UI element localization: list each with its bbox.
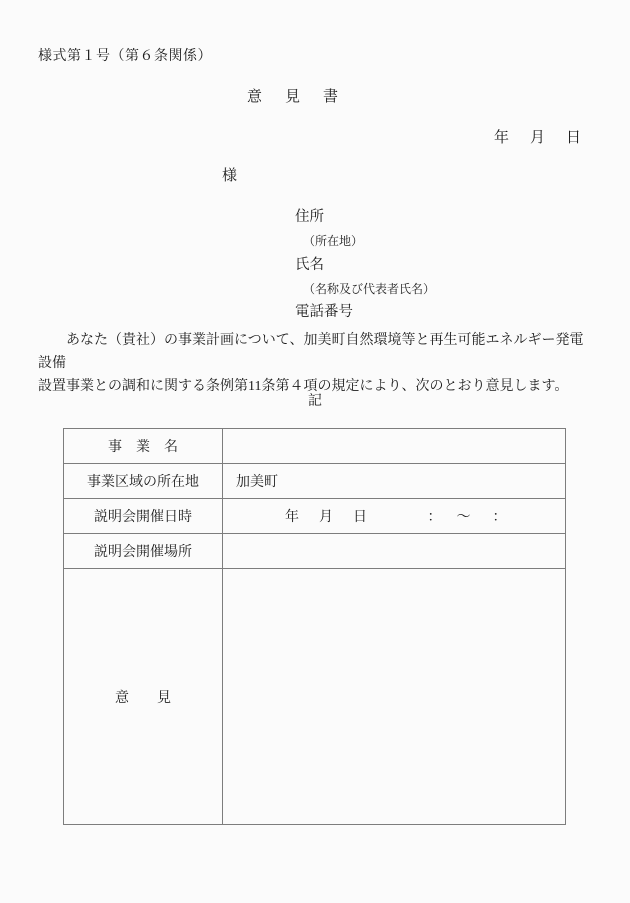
row-value — [223, 429, 566, 464]
address-label: 住所 — [295, 209, 324, 225]
body-paragraph — [38, 329, 594, 398]
table-row-briefing-place — [64, 534, 566, 569]
phone-label: 電話番号 — [295, 304, 353, 320]
table-row-briefing-datetime — [64, 499, 566, 534]
addressee-honorific: 様 — [222, 168, 238, 184]
address-note: （所在地） — [303, 234, 364, 248]
opinion-table — [63, 428, 566, 825]
row-label: 事 業 名 — [64, 429, 223, 464]
body-paragraph-line-2: 設置事業との調和に関する条例第11条第４項の規定により、次のとおり意見します。 — [38, 379, 569, 394]
row-label: 説明会開催場所 — [64, 534, 223, 569]
section-marker: 記 — [308, 394, 322, 409]
body-paragraph-line-1: あなた（貴社）の事業計画について、加美町自然環境等と再生可能エネルギー発電設備 — [38, 333, 584, 371]
document-title: 意 見 書 — [247, 89, 343, 105]
name-label: 氏名 — [295, 257, 324, 273]
date-line: 年 月 日 — [494, 130, 585, 146]
name-note: （名称及び代表者氏名） — [303, 282, 436, 296]
table-row-opinion — [64, 569, 566, 825]
date-part: 年 月 日 — [285, 510, 370, 525]
time-part: ： 〜 ： — [427, 510, 511, 525]
row-label: 事業区域の所在地 — [64, 464, 223, 499]
table-row-project-location — [64, 464, 566, 499]
row-label: 説明会開催日時 — [64, 499, 223, 534]
table-row-project-name — [64, 429, 566, 464]
row-value — [223, 569, 566, 825]
row-value — [223, 499, 566, 534]
row-label: 意 見 — [64, 569, 223, 825]
row-value: 加美町 — [223, 464, 566, 499]
form-number: 様式第１号（第６条関係） — [38, 49, 212, 64]
row-value — [223, 534, 566, 569]
